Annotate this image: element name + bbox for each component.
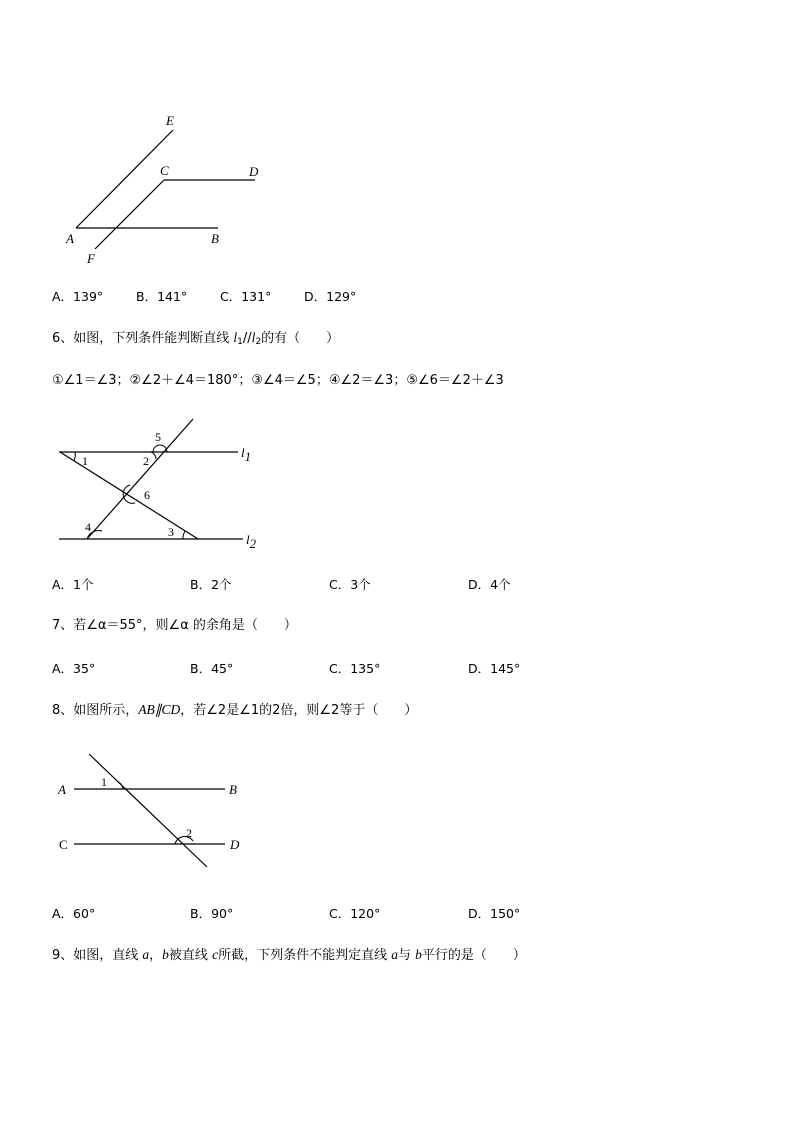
angle-label-2: 2 [143,454,149,468]
label-C: C [160,163,169,178]
angle-label-5: 5 [155,430,161,444]
q8-stem-prefix: 8、如图所示， [52,703,139,718]
q6-stem-l1: l [233,330,238,345]
q6-option-a[interactable]: A．1个 [52,577,94,592]
q9-text-1: 9、如图，直线 [52,948,143,963]
label-l2: l2 [246,532,257,551]
q6-stem-sub2: 2 [255,337,262,347]
q6-stem-sub1: 1 [237,337,243,347]
transversal [89,754,207,867]
q8-stem-suffix: ，若∠2是∠1的2倍，则∠2等于（ ） [180,703,418,718]
q6-option-c[interactable]: C．3个 [329,577,371,592]
label-F: F [87,251,95,266]
arc-3 [183,531,185,539]
q7-option-d[interactable]: D．145° [468,661,521,676]
q9-var-a: a [142,947,150,962]
q6-option-d[interactable]: D．4个 [468,577,511,592]
label-D: D [230,837,240,852]
q9-text-4: 所截，下列条件不能判定直线 [218,948,392,963]
q6-stem-sep: // [242,331,252,346]
q9-var-b2: b [415,947,422,962]
q5-option-b[interactable]: B．141° [136,289,188,304]
q6-stem-suffix: 的有（ ） [261,331,340,346]
label-D: D [249,164,259,179]
q7-option-c[interactable]: C．135° [329,661,381,676]
label-C: C [59,837,68,852]
q5-option-c[interactable]: C．131° [220,289,272,304]
angle-label-2: 2 [186,826,192,840]
label-A: A [66,231,74,246]
arc-2 [151,452,156,459]
q9-var-a2: a [391,947,398,962]
q9-stem [52,947,526,964]
q6-option-b[interactable]: B．2个 [190,577,232,592]
label-A: A [58,782,66,797]
q6-conditions: ①∠1＝∠3；②∠2＋∠4＝180°；③∠4＝∠5；④∠2＝∠3；⑤∠6＝∠2＋∠3 [52,373,504,388]
q8-option-b[interactable]: B．90° [190,906,234,921]
transversal-1 [60,452,198,539]
angle-label-3: 3 [168,525,174,539]
angle-label-1: 1 [82,454,88,468]
q7-option-b[interactable]: B．45° [190,661,234,676]
q9-text-3: 被直线 [168,948,213,963]
q8-option-a[interactable]: A．60° [52,906,96,921]
q8-stem-parallel: AB∥CD [138,702,181,717]
q8-figure-svg [55,748,255,873]
q9-text-2: ， [149,948,163,963]
q5-option-d[interactable]: D．129° [304,289,357,304]
q6-figure-svg [55,415,270,555]
label-l1: l1 [241,445,252,464]
label-E: E [166,113,174,128]
angle-label-4: 4 [85,520,91,534]
q5-option-a[interactable]: A．139° [52,289,104,304]
q6-stem-prefix: 6、如图，下列条件能判断直线 [52,331,234,346]
angle-label-6: 6 [144,488,150,502]
arc-1 [74,452,75,461]
q6-stem-l2: l [251,330,256,345]
line-AE [76,130,173,228]
angle-label-1: 1 [101,775,107,789]
label-B: B [229,782,237,797]
q8-figure [55,748,255,873]
q7-option-a[interactable]: A．35° [52,661,96,676]
q8-stem [52,702,417,719]
q8-option-c[interactable]: C．120° [329,906,381,921]
q5-figure-svg [60,110,270,270]
q5-figure [60,110,270,270]
q7-stem: 7、若∠α＝55°，则∠α 的余角是（ ） [52,618,297,633]
q6-stem [52,330,339,350]
q9-var-b: b [162,947,169,962]
q9-text-6: 平行的是（ ） [421,948,526,963]
label-B: B [211,231,219,246]
q9-text-5: 与 [397,948,416,963]
q8-option-d[interactable]: D．150° [468,906,521,921]
line-FC [95,180,164,249]
arc-6 [123,485,135,503]
q9-var-c: c [212,947,219,962]
q6-figure [55,415,270,555]
